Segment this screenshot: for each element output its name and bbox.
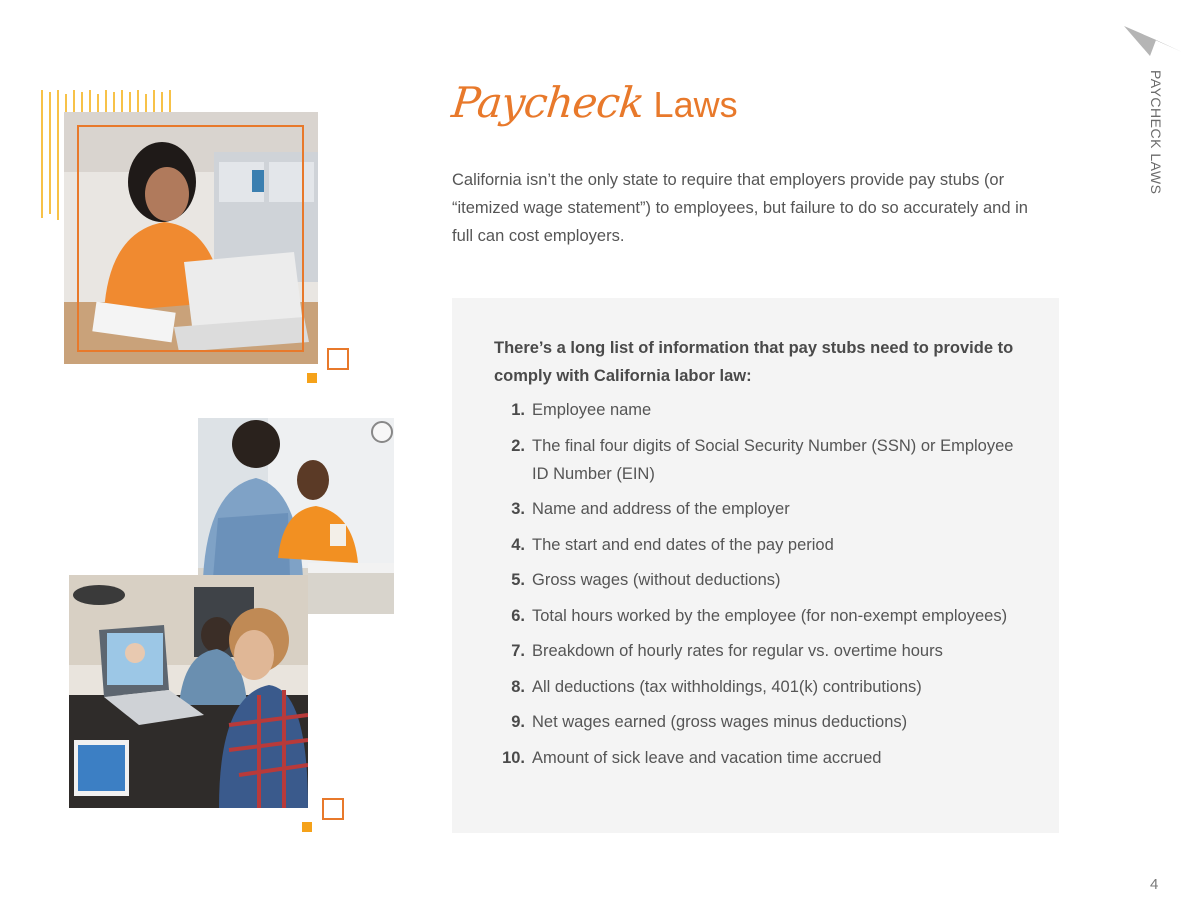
list-number: 1. — [511, 401, 525, 419]
list-text: Employee name — [532, 401, 652, 419]
page-title-script: Paycheck — [449, 78, 647, 127]
list-item — [492, 637, 1032, 665]
list-item — [492, 495, 1032, 523]
list-item — [492, 566, 1032, 594]
photo-video-call-family — [69, 575, 308, 808]
decorative-square — [327, 348, 349, 370]
page-title — [449, 78, 738, 138]
list-number: 4. — [511, 535, 525, 554]
decorative-dot — [307, 373, 317, 383]
list-number: 8. — [511, 677, 525, 696]
list-text: Breakdown of hourly rates for regular vs. overtime hours — [532, 642, 943, 660]
intro-paragraph: California isn’t the only state to require that employers provide pay stubs (or “itemized wage statement”) to employees, but failure to do so accurately and in full can cost employers. — [452, 171, 1028, 245]
list-item — [492, 396, 1032, 424]
list-text: Name and address of the employer — [532, 500, 790, 518]
list-text: Total hours worked by the employee (for non-exempt employees) — [532, 606, 1008, 625]
list-item — [492, 432, 1032, 488]
list-text: All deductions (tax withholdings, 401(k) contributions) — [532, 677, 922, 696]
info-box — [452, 298, 1059, 833]
list-number: 10. — [502, 748, 525, 767]
list-number: 5. — [511, 571, 525, 589]
photo-frame — [77, 125, 304, 352]
list-text: Amount of sick leave and vacation time accrued — [532, 748, 882, 767]
list-item — [492, 708, 1032, 736]
info-heading: There’s a long list of information that pay stubs need to provide to comply with California labor law: — [494, 339, 1014, 385]
decorative-square — [322, 798, 344, 820]
list-text: The start and end dates of the pay period — [532, 535, 834, 554]
list-text: The final four digits of Social Security Number (SSN) or Employee ID Number (EIN) — [532, 436, 1014, 483]
list-text: Gross wages (without deductions) — [532, 571, 781, 589]
list-number: 7. — [511, 642, 525, 660]
requirements-list — [492, 396, 1032, 779]
list-number: 6. — [511, 606, 525, 625]
list-number: 2. — [511, 436, 525, 455]
paper-plane-arrow-icon — [1122, 22, 1184, 56]
decorative-dot — [302, 822, 312, 832]
list-number: 3. — [511, 500, 525, 518]
list-text: Net wages earned (gross wages minus deductions) — [532, 713, 908, 731]
list-item — [492, 744, 1032, 772]
list-item — [492, 673, 1032, 701]
list-item — [492, 531, 1032, 559]
page-title-plain: Laws — [653, 84, 738, 125]
page-number: 4 — [1150, 876, 1159, 893]
list-number: 9. — [511, 713, 525, 731]
section-side-label: PAYCHECK LAWS — [1148, 70, 1164, 195]
list-item — [492, 602, 1032, 630]
